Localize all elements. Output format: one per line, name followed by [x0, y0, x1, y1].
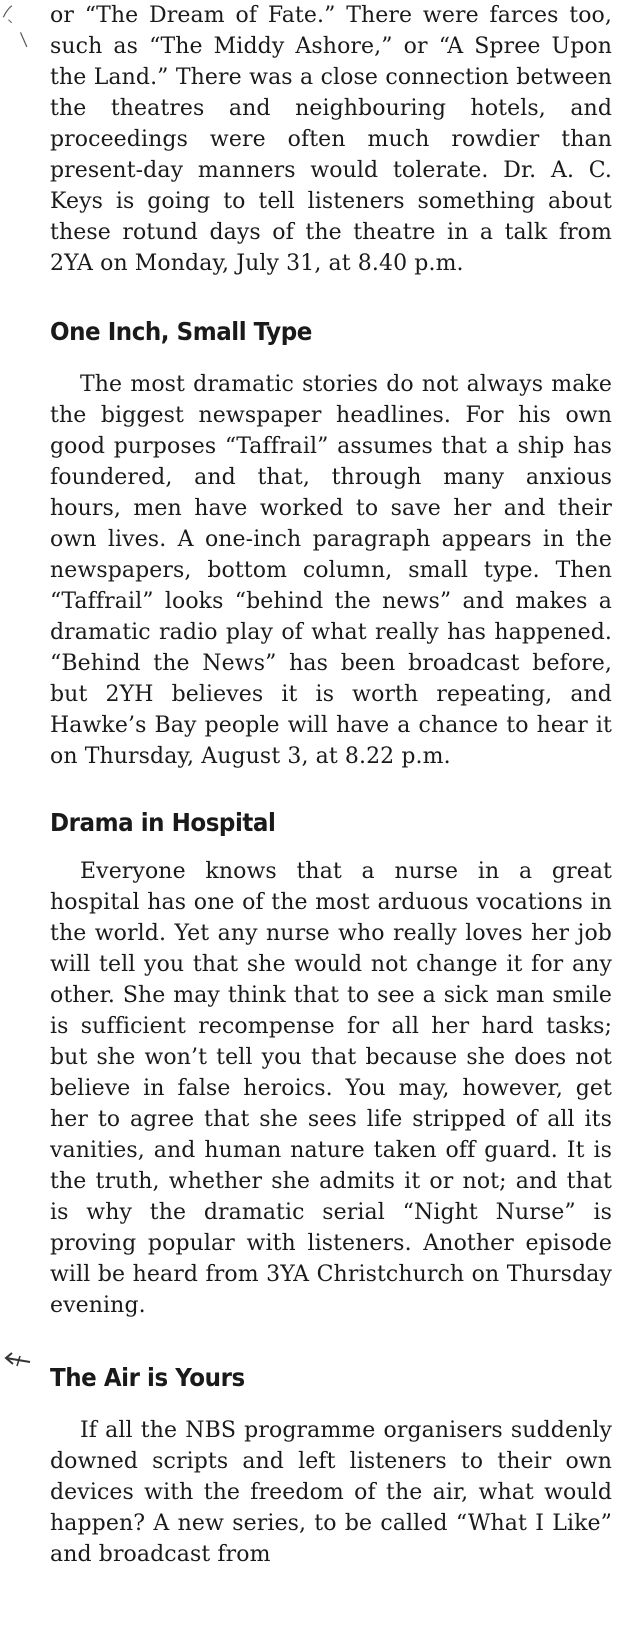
section-body: The most dramatic stories do not always make the biggest newspaper headlines. For his own good purposes “Taffrail” assumes that a ship has foundered, and that, through many anxious hours, men have worked to save her and their own lives. A one-inch paragraph appears in the newspapers, bottom column, small type. Then “Taffrail” looks “behind the news” and makes a dramatic radio play of what really has happened. “Behind the News” has been broadcast before, but 2YH believes it is worth repeating, and Hawke’s Bay people will have a chance to hear it on Thursday, August 3, at 8.22 p.m. [50, 372, 612, 769]
section-heading: Drama in Hospital [50, 808, 276, 837]
margin-arrow-mark [4, 1350, 32, 1374]
scratch-icon [0, 2, 31, 51]
margin-scratch-mark [0, 2, 32, 55]
article-column [50, 0, 612, 1570]
intro-paragraph: or “The Dream of Fate.” There were farces too, such as “The Middy Ashore,” or “A Spree Upon the Land.” There was a close connection between the theatres and neighbouring hotels, and proceedings were often much rowdier than present-day manners would tolerate. Dr. A. C. Keys is going to tell listeners something about these rotund days of the theatre in a talk from 2YA on Monday, July 31, at 8.40 p.m. [50, 3, 612, 276]
section-body: If all the NBS programme organisers suddenly downed scripts and left listeners to their own devices with the freedom of the air, what would happen? A new series, to be called “What I Like” and broadcast from [50, 1418, 612, 1567]
section-heading: The Air is Yours [50, 1363, 245, 1392]
section-heading: One Inch, Small Type [50, 317, 312, 346]
arrow-icon [4, 1350, 32, 1370]
section-body: Everyone knows that a nurse in a great hospital has one of the most arduous vocations in the world. Yet any nurse who really loves her job will tell you that she would not change it for any other. She may think that to see a sick man smile is sufficient recompense for all her hard tasks; but she won’t tell you that because she does not believe in false heroics. You may, however, get her to agree that she sees life stripped of all its vanities, and human nature taken off guard. It is the truth, whether she admits it or not; and that is why the dramatic serial “Night Nurse” is proving popular with listeners. Another episode will be heard from 3YA Christchurch on Thursday evening. [50, 859, 612, 1318]
